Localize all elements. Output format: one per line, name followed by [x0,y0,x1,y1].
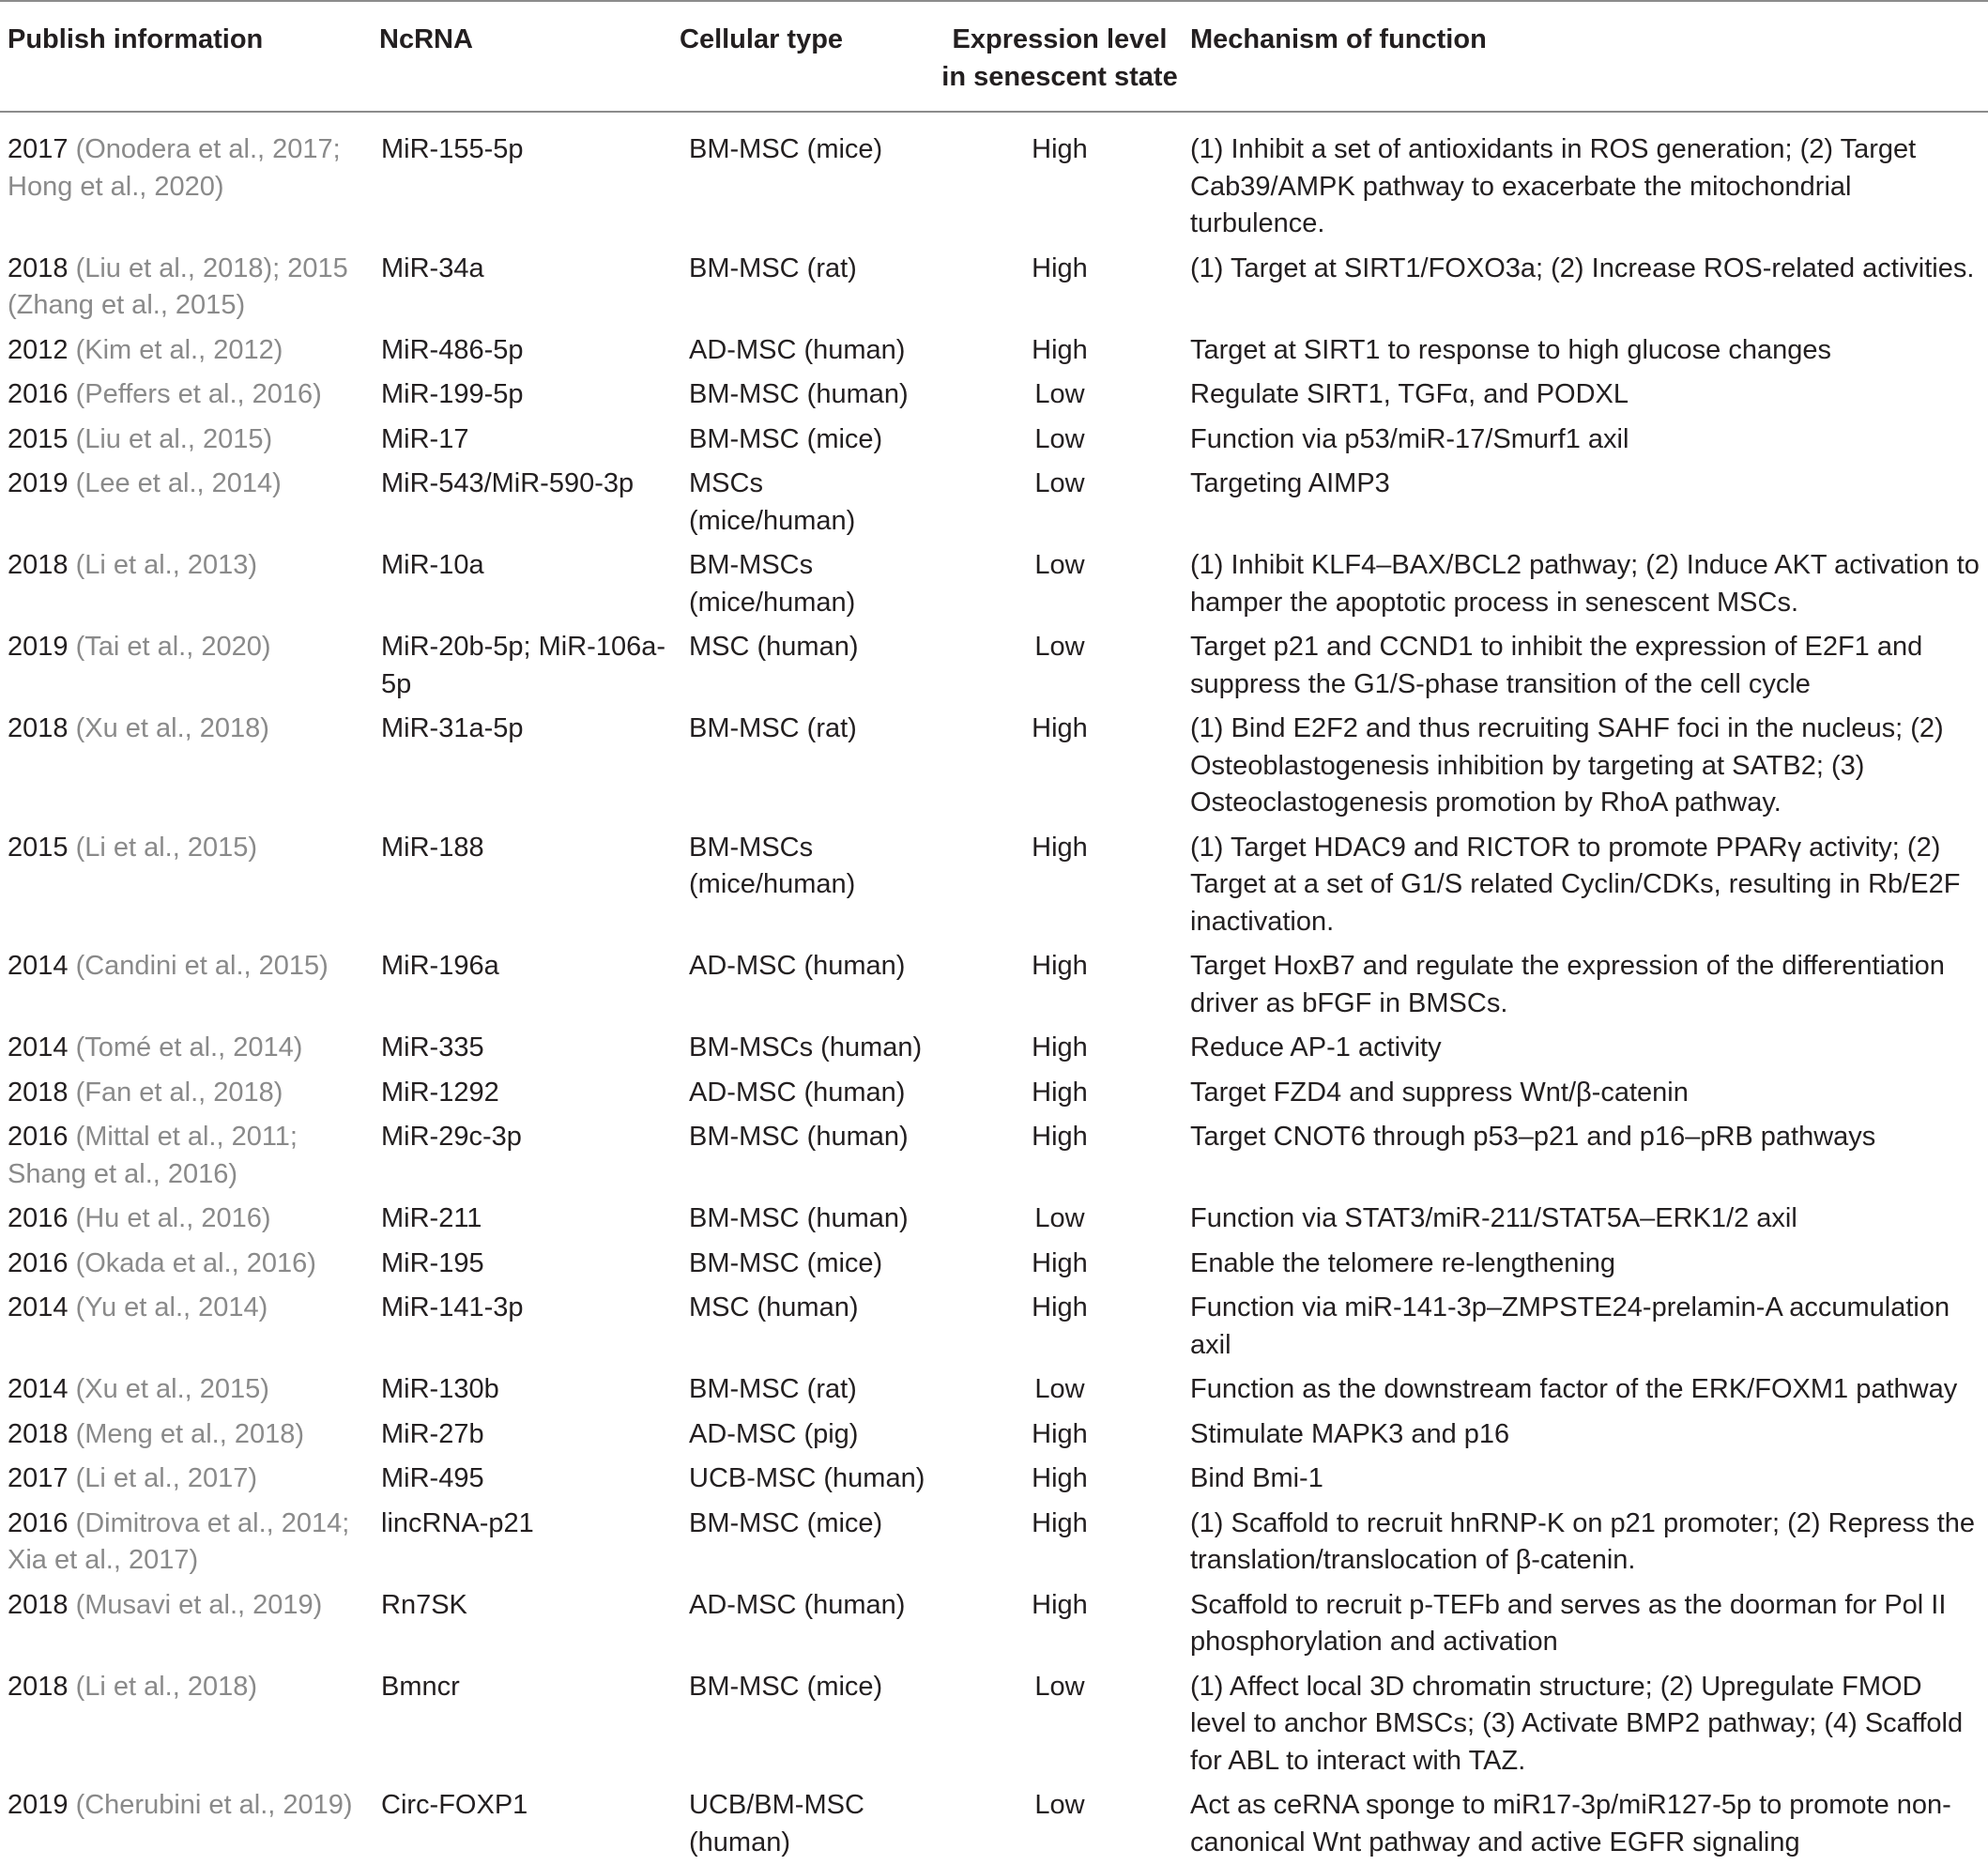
cell-expression-level: Low [1034,423,1085,454]
cell-publish-information [0,543,372,625]
citation-link[interactable]: (Candini et al., 2015) [75,951,329,981]
cell-ncrna: MiR-195 [381,1247,484,1278]
publish-year: 2019 [8,632,69,662]
table-row [0,1115,1988,1197]
cell-cellular-type: AD-MSC (human) [689,1589,906,1620]
cell-mechanism: Enable the telomere re-lengthening [1190,1247,1616,1278]
publish-year: 2018 [8,1418,69,1449]
cell-ncrna: MiR-1292 [381,1077,499,1108]
cell-mechanism: Target CNOT6 through p53–p21 and p16–pRB pathways [1190,1122,1876,1152]
publish-year: 2014 [8,1032,69,1062]
cell-expression-level: High [1032,1418,1088,1449]
cell-cellular-type: BM-MSC (mice) [689,134,883,164]
citation-link[interactable]: (Xu et al., 2015) [75,1374,269,1404]
cell-mechanism: Act as ceRNA sponge to miR17-3p/miR127-5p to promote non-canonical Wnt pathway and active EGFR signaling [1190,1790,1951,1857]
cell-mechanism: Scaffold to recruit p-TEFb and serves as the doorman for Pol II phosphorylation and activation [1190,1589,1947,1657]
table-row [0,1071,1988,1116]
cell-mechanism: Regulate SIRT1, TGFα, and PODXL [1190,379,1629,409]
table-header [0,1,1988,112]
citation-link[interactable]: (Meng et al., 2018) [75,1418,304,1449]
citation-link[interactable]: (Kim et al., 2012) [75,334,283,365]
cell-cellular-type: BM-MSCs (mice/human) [689,550,856,618]
publish-year: 2015 [8,832,69,863]
cell-ncrna: Circ-FOXP1 [381,1790,528,1820]
cell-publish-information [0,418,372,463]
cell-cellular-type: AD-MSC (human) [689,334,906,365]
cell-cellular-type: BM-MSC (rat) [689,1374,857,1404]
table-row [0,418,1988,463]
cell-expression-level: High [1032,134,1088,164]
citation-link[interactable]: (Xu et al., 2018) [75,713,269,743]
table-row [0,1197,1988,1242]
header-publish-information: Publish information [8,24,264,54]
publish-year: 2018 [8,1589,69,1620]
publish-year: 2017 [8,134,69,164]
cell-mechanism: (1) Inhibit a set of antioxidants in ROS generation; (2) Target Cab39/AMPK pathway to exacerbate the mitochondrial turbulence. [1190,134,1917,238]
cell-expression-level: High [1032,951,1088,981]
cell-expression-level: Low [1034,550,1085,580]
cell-mechanism: Function via STAT3/miR-211/STAT5A–ERK1/2 axil [1190,1203,1797,1233]
cell-publish-information [0,1286,372,1368]
publish-year: 2016 [8,1122,69,1152]
cell-cellular-type: AD-MSC (pig) [689,1418,859,1449]
table-row [0,1502,1988,1583]
cell-ncrna: MiR-211 [381,1203,482,1233]
citation-link[interactable]: (Mittal et al., 2011; Shang et al., 2016) [8,1122,298,1189]
cell-expression-level: High [1032,1292,1088,1322]
cell-mechanism: (1) Inhibit KLF4–BAX/BCL2 pathway; (2) Induce AKT activation to hamper the apoptotic process in senescent MSCs. [1190,550,1980,618]
cell-mechanism: (1) Scaffold to recruit hnRNP-K on p21 promoter; (2) Repress the translation/translocation of β-catenin. [1190,1507,1976,1575]
publish-year: 2014 [8,1292,69,1322]
cell-expression-level: Low [1034,1374,1085,1404]
cell-mechanism: Targeting AIMP3 [1190,468,1390,498]
cell-ncrna: MiR-34a [381,252,484,283]
table-row [0,625,1988,707]
cell-expression-level: High [1032,1247,1088,1278]
citation-link[interactable]: (Yu et al., 2014) [75,1292,268,1322]
cell-cellular-type: BM-MSC (mice) [689,423,883,454]
cell-ncrna: MiR-199-5p [381,379,524,409]
publish-year: 2016 [8,1507,69,1538]
publish-year: 2019 [8,1790,69,1820]
cell-mechanism: (1) Target HDAC9 and RICTOR to promote PPARγ activity; (2) Target at a set of G1/S related Cyclin/CDKs, resulting in Rb/E2F inactivation. [1190,832,1961,937]
cell-cellular-type: MSCs (mice/human) [689,468,856,536]
header-cellular-type: Cellular type [680,24,844,54]
publish-year: 2018 [8,1077,69,1108]
table-row [0,543,1988,625]
citation-link[interactable]: (Li et al., 2018) [75,1671,258,1702]
publish-year: 2014 [8,1374,69,1404]
cell-publish-information [0,625,372,707]
publish-year: 2018 [8,1671,69,1702]
cell-mechanism: (1) Target at SIRT1/FOXO3a; (2) Increase ROS-related activities. [1190,252,1975,283]
cell-publish-information [0,329,372,374]
cell-ncrna: MiR-29c-3p [381,1122,522,1152]
cell-expression-level: High [1032,334,1088,365]
citation-link[interactable]: (Peffers et al., 2016) [75,379,322,409]
header-row [0,1,1988,112]
table-row [0,1413,1988,1458]
cell-mechanism: Reduce AP-1 activity [1190,1032,1442,1062]
cell-cellular-type: BM-MSC (human) [689,1122,909,1152]
table-row [0,373,1988,418]
cell-ncrna: MiR-155-5p [381,134,524,164]
cell-publish-information [0,1242,372,1287]
table-row [0,1026,1988,1071]
table-row [0,1457,1988,1502]
cell-expression-level: High [1032,1032,1088,1062]
cell-mechanism: Target p21 and CCND1 to inhibit the expression of E2F1 and suppress the G1/S-phase transition of the cell cycle [1190,632,1923,699]
cell-cellular-type: BM-MSC (human) [689,379,909,409]
table-row [0,112,1988,247]
cell-ncrna: MiR-31a-5p [381,713,524,743]
cell-ncrna: MiR-335 [381,1032,484,1062]
cell-mechanism: Function via miR-141-3p–ZMPSTE24-prelamin-A accumulation axil [1190,1292,1950,1360]
cell-mechanism: Target FZD4 and suppress Wnt/β-catenin [1190,1077,1689,1108]
cell-publish-information [0,1413,372,1458]
cell-expression-level: Low [1034,1203,1085,1233]
citation-link[interactable]: (Onodera et al., 2017; Hong et al., 2020) [8,134,341,202]
citation-link[interactable]: (Okada et al., 2016) [75,1247,316,1278]
publish-year: 2018 [8,550,69,580]
cell-expression-level: Low [1034,468,1085,498]
table-row [0,944,1988,1026]
cell-ncrna: MiR-10a [381,550,484,580]
cell-mechanism: Target HoxB7 and regulate the expression of the differentiation driver as bFGF in BMSCs. [1190,951,1945,1018]
cell-publish-information [0,1368,372,1413]
table-row [0,1242,1988,1287]
publish-year: 2017 [8,1463,69,1493]
cell-publish-information [0,1502,372,1583]
cell-publish-information [0,1583,372,1665]
publish-year: 2016 [8,1247,69,1278]
cell-publish-information [0,1665,372,1784]
cell-publish-information [0,1115,372,1197]
table-row [0,1783,1988,1865]
cell-ncrna: MiR-17 [381,423,469,454]
cell-ncrna: MiR-141-3p [381,1292,524,1322]
table-body [0,112,1988,1865]
citation-link[interactable]: (Dimitrova et al., 2014; Xia et al., 2017) [8,1507,350,1575]
cell-mechanism: Stimulate MAPK3 and p16 [1190,1418,1510,1449]
cell-expression-level: High [1032,713,1088,743]
cell-mechanism: Bind Bmi-1 [1190,1463,1323,1493]
citation-link[interactable]: (Hu et al., 2016) [75,1203,271,1233]
cell-cellular-type: UCB/BM-MSC (human) [689,1790,864,1857]
citation-link[interactable]: (Musavi et al., 2019) [75,1589,323,1620]
cell-cellular-type: BM-MSCs (mice/human) [689,832,856,899]
cell-cellular-type: AD-MSC (human) [689,1077,906,1108]
citation-link[interactable]: (Li et al., 2015) [75,832,258,863]
header-mechanism-of-function: Mechanism of function [1190,24,1487,54]
citation-link[interactable]: (Liu et al., 2018); 2015 (Zhang et al., 2015) [8,252,348,320]
cell-expression-level: High [1032,1589,1088,1620]
table-row [0,462,1988,543]
publish-year: 2018 [8,713,69,743]
publish-year: 2015 [8,423,69,454]
citation-link[interactable]: (Liu et al., 2015) [75,423,273,454]
table-row [0,1286,1988,1368]
cell-publish-information [0,462,372,543]
cell-cellular-type: UCB-MSC (human) [689,1463,925,1493]
cell-expression-level: High [1032,1463,1088,1493]
cell-publish-information [0,1026,372,1071]
cell-ncrna: MiR-486-5p [381,334,524,365]
cell-mechanism: Target at SIRT1 to response to high glucose changes [1190,334,1832,365]
header-expression-level: Expression level in senescent state [941,24,1178,92]
cell-expression-level: Low [1034,379,1085,409]
cell-ncrna: MiR-130b [381,1374,499,1404]
citation-link[interactable]: (Li et al., 2013) [75,550,258,580]
citation-link[interactable]: (Lee et al., 2014) [75,468,282,498]
cell-cellular-type: MSC (human) [689,1292,859,1322]
cell-publish-information [0,1071,372,1116]
cell-cellular-type: AD-MSC (human) [689,951,906,981]
table-row [0,1368,1988,1413]
publish-year: 2019 [8,468,69,498]
publish-year: 2016 [8,1203,69,1233]
cell-expression-level: Low [1034,632,1085,662]
cell-ncrna: MiR-543/MiR-590-3p [381,468,635,498]
citation-link[interactable]: (Cherubini et al., 2019) [75,1790,353,1820]
cell-mechanism: Function as the downstream factor of the ERK/FOXM1 pathway [1190,1374,1958,1404]
cell-expression-level: High [1032,832,1088,863]
table-row [0,1583,1988,1665]
cell-expression-level: Low [1034,1790,1085,1820]
cell-mechanism: (1) Bind E2F2 and thus recruiting SAHF foci in the nucleus; (2) Osteoblastogenesis inhibition by targeting at SATB2; (3) Osteoclastogenesis promotion by RhoA pathway. [1190,713,1944,818]
cell-ncrna: MiR-27b [381,1418,484,1449]
cell-publish-information [0,1783,372,1865]
cell-ncrna: MiR-188 [381,832,484,863]
cell-publish-information [0,373,372,418]
cell-ncrna: MiR-20b-5p; MiR-106a-5p [381,632,665,699]
publish-year: 2016 [8,379,69,409]
publish-year: 2014 [8,951,69,981]
cell-cellular-type: BM-MSC (rat) [689,713,857,743]
cell-mechanism: Function via p53/miR-17/Smurf1 axil [1190,423,1629,454]
cell-cellular-type: MSC (human) [689,632,859,662]
cell-publish-information [0,826,372,945]
cell-publish-information [0,944,372,1026]
publish-year: 2018 [8,252,69,283]
publish-year: 2012 [8,334,69,365]
cell-publish-information [0,707,372,826]
table-row [0,707,1988,826]
citation-link[interactable]: (Tai et al., 2020) [75,632,271,662]
cell-cellular-type: BM-MSC (mice) [689,1671,883,1702]
cell-publish-information [0,112,372,247]
cell-expression-level: Low [1034,1671,1085,1702]
table-row [0,826,1988,945]
cell-cellular-type: BM-MSCs (human) [689,1032,923,1062]
cell-ncrna: lincRNA-p21 [381,1507,534,1538]
cell-expression-level: High [1032,252,1088,283]
cell-cellular-type: BM-MSC (mice) [689,1507,883,1538]
cell-ncrna: MiR-196a [381,951,499,981]
cell-expression-level: High [1032,1077,1088,1108]
cell-publish-information [0,247,372,329]
citation-link[interactable]: (Li et al., 2017) [75,1463,258,1493]
cell-ncrna: MiR-495 [381,1463,484,1493]
cell-expression-level: High [1032,1122,1088,1152]
cell-publish-information [0,1457,372,1502]
cell-expression-level: High [1032,1507,1088,1538]
cell-cellular-type: BM-MSC (mice) [689,1247,883,1278]
cell-ncrna: Rn7SK [381,1589,467,1620]
citation-link[interactable]: (Fan et al., 2018) [75,1077,283,1108]
header-ncrna: NcRNA [379,24,473,54]
cell-ncrna: Bmncr [381,1671,460,1702]
table-row [0,247,1988,329]
table-row [0,329,1988,374]
table-row [0,1665,1988,1784]
cell-cellular-type: BM-MSC (human) [689,1203,909,1233]
citation-link[interactable]: (Tomé et al., 2014) [75,1032,303,1062]
cell-cellular-type: BM-MSC (rat) [689,252,857,283]
cell-publish-information [0,1197,372,1242]
cell-mechanism: (1) Affect local 3D chromatin structure; (2) Upregulate FMOD level to anchor BMSCs; (3) Activate BMP2 pathway; (4) Scaffold for ABL to interact with TAZ. [1190,1671,1964,1776]
